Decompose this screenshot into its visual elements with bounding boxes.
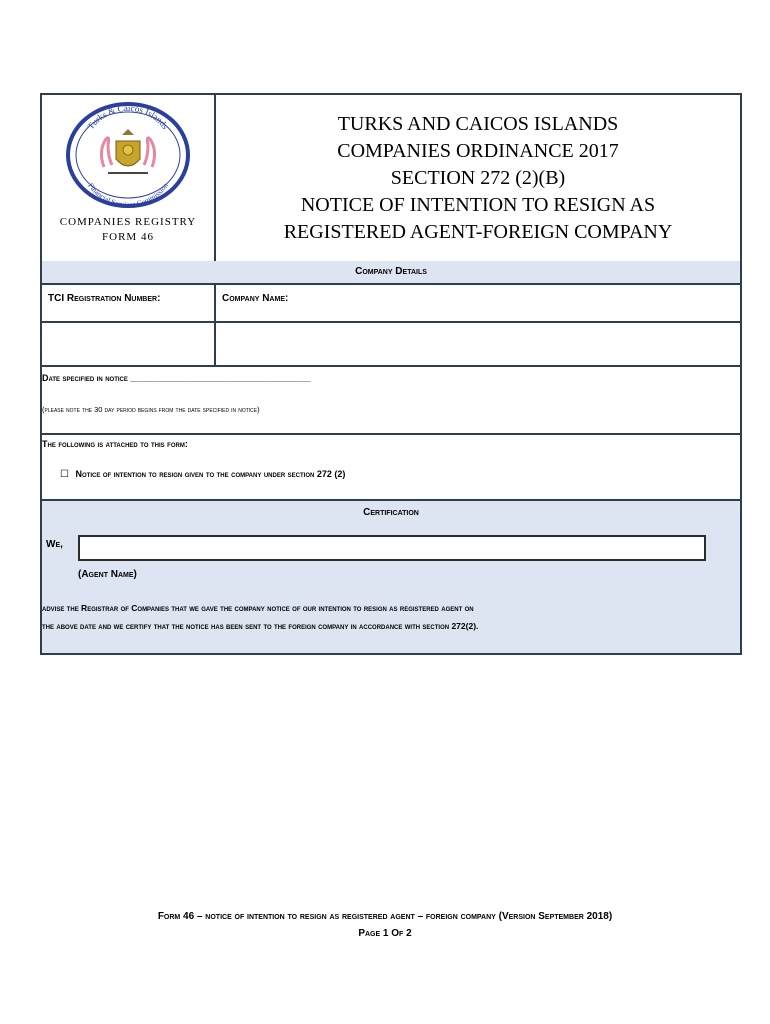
attachment-item xyxy=(60,469,345,480)
date-note: (please note the 30 day period begins from the date specified in notice) xyxy=(42,405,260,414)
seal-text-bottom: Financial Services Commission xyxy=(86,181,170,209)
title-line-1: TURKS AND CAICOS ISLANDS xyxy=(337,113,619,135)
seal-text-top: Turks & Caicos Islands xyxy=(85,102,171,132)
registry-caption xyxy=(42,215,214,245)
logo-cell xyxy=(42,95,216,261)
page-footer xyxy=(0,908,770,942)
we-label: We, xyxy=(46,539,63,550)
form-frame xyxy=(40,93,742,655)
checkbox-icon[interactable]: ☐ xyxy=(60,469,69,480)
registry-line-1: COMPANIES REGISTRY xyxy=(59,216,197,228)
certification-section xyxy=(42,501,740,653)
agent-name-field[interactable] xyxy=(78,535,706,561)
form-header xyxy=(42,95,740,263)
form-title xyxy=(216,111,740,246)
attachments-label: The following is attached to this form: xyxy=(42,439,188,449)
company-name-field[interactable] xyxy=(216,323,740,365)
attachments-section xyxy=(42,435,740,499)
company-name-label: Company Name: xyxy=(222,293,289,304)
footer-page-number: Page 1 Of 2 xyxy=(358,928,412,939)
company-values-row xyxy=(42,323,740,365)
date-section xyxy=(42,367,740,431)
footer-form-line: Form 46 – notice of intention to resign as registered agent – foreign company (Version September 2018) xyxy=(157,911,613,922)
certification-title: Certification xyxy=(363,507,419,518)
tci-registration-label: TCI Registration Number: xyxy=(48,293,161,304)
title-line-3: SECTION 272 (2)(B) xyxy=(390,167,566,189)
tci-registration-field[interactable] xyxy=(42,323,214,365)
agent-name-caption: (Agent Name) xyxy=(78,569,137,580)
title-line-4: NOTICE OF INTENTION TO RESIGN AS xyxy=(300,194,656,216)
registry-line-2: FORM 46 xyxy=(102,231,154,243)
title-line-2: COMPANIES ORDINANCE 2017 xyxy=(337,140,619,162)
certification-statement-line-1: advise the Registrar of Companies that we gave the company notice of our intention to resign as registered agent on xyxy=(42,603,474,613)
title-line-5: REGISTERED AGENT-FOREIGN COMPANY xyxy=(283,221,673,243)
company-labels-row xyxy=(42,285,740,321)
company-details-title: Company Details xyxy=(355,266,427,277)
date-specified-label[interactable]: Date specified in notice ____________________________________ xyxy=(42,373,311,383)
attachment-item-label: Notice of intention to resign given to the company under section 272 (2) xyxy=(75,469,346,479)
certification-statement-line-2: the above date and we certify that the notice has been sent to the foreign company in accordance with section 272(2). xyxy=(42,621,479,631)
fsc-seal-logo xyxy=(64,101,192,209)
company-details-band xyxy=(42,261,740,285)
